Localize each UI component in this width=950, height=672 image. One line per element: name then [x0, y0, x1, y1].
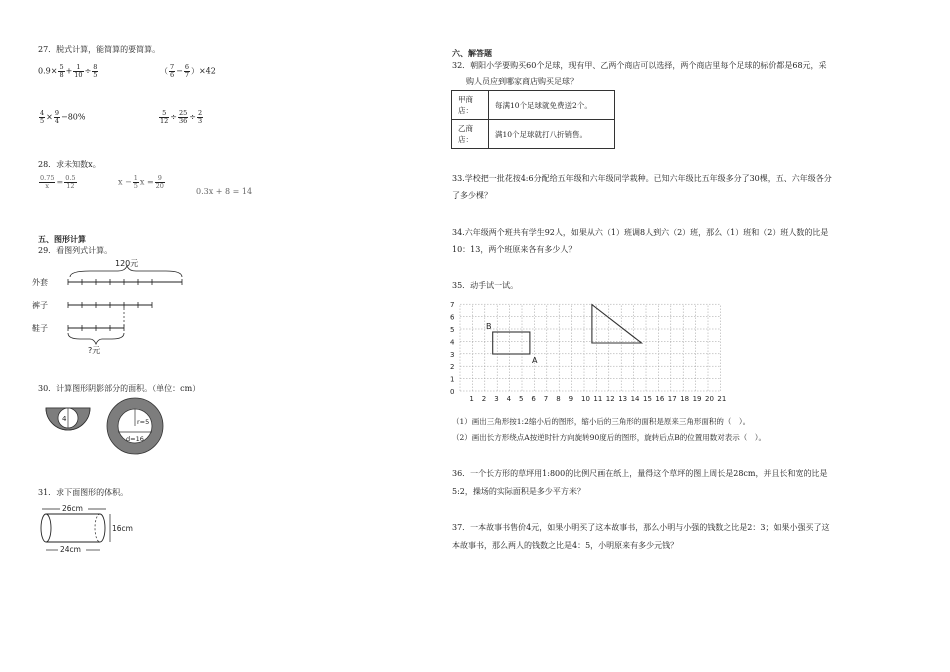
q31-side-label: 16cm [112, 524, 133, 533]
y-tick-label: 4 [450, 338, 455, 347]
x-tick-label: 20 [705, 395, 714, 403]
x-tick-label: 12 [605, 395, 615, 403]
q30-d-label: d=16 [126, 435, 144, 443]
y-tick-label: 7 [450, 301, 455, 310]
x-tick-label: 1 [469, 395, 474, 403]
q35-sub1: （1）画出三角形按1:2缩小后的图形，缩小后的三角形的面积是原来三角形面积的（ ）。 [452, 417, 751, 426]
x-tick-label: 3 [494, 395, 499, 403]
y-tick-label: 1 [450, 375, 455, 384]
q29-row3-label: 鞋子 [32, 324, 48, 333]
q29-line-diagram [30, 255, 190, 355]
q35-rectangle [493, 332, 530, 354]
q31-right-face-front [100, 514, 105, 542]
q28-expr-2: x − $\frac{1}{5}$ x = $\frac{9}{20}$ [118, 174, 164, 190]
q29-top-label: 120元 [115, 259, 139, 268]
q27-title: 27．脱式计算，能简算的要简算。 [38, 45, 161, 54]
x-tick-label: 7 [543, 395, 549, 403]
q27-expr-3: $\frac{4}{5}$ × $\frac{9}{4}$ −80% [40, 109, 86, 125]
q32-shop-a-name: 甲商店： [452, 91, 489, 120]
x-tick-label: 5 [519, 395, 524, 403]
x-tick-label: 10 [581, 395, 590, 403]
q29-top-brace [70, 266, 182, 277]
x-tick-label: 19 [692, 395, 702, 403]
q35-sub2: （2）画出长方形绕点A按逆时针方向旋转90度后的图形，旋转后点B的位置用数对表示（ ）。 [452, 433, 766, 442]
x-tick-label: 13 [618, 395, 628, 403]
y-tick-label: 5 [450, 326, 455, 334]
q31-right-face-back [95, 514, 100, 542]
q28-title: 28．求未知数x。 [38, 160, 101, 169]
x-tick-label: 2 [481, 395, 487, 403]
q29-row2-label: 裤子 [32, 301, 48, 310]
q32-shop-table [451, 90, 615, 149]
q32-line1: 32．朝阳小学要购买60个足球，现有甲、乙两个商店可以选择，两个商店里每个足球的标价都是68元，采 [452, 61, 827, 70]
q31-cylinder [36, 500, 156, 556]
q27-expr-2: （ $\frac{7}{6}$ − $\frac{6}{7}$ ）×42 [160, 63, 216, 79]
q29-row1-label: 外套 [32, 278, 48, 287]
q37-line1: 37．一本故事书售价4元，如果小明买了这本故事书，那么小明与小强的钱数之比是2：3；如果小强买了这 [452, 523, 830, 532]
y-tick-label: 2 [450, 363, 455, 372]
x-tick-label: 6 [531, 395, 536, 403]
q31-top-label: 26cm [62, 504, 83, 513]
section-6-heading: 六、解答题 [452, 48, 492, 58]
q32-shop-b-name: 乙商店： [452, 120, 489, 149]
q33-line1: 33.学校把一批花按4:6分配给五年级和六年级同学栽种。已知六年级比五年级多分了30棵，五、六年级各分 [452, 174, 832, 183]
x-tick-label: 15 [643, 395, 652, 403]
q28-expr-3: 0.3x + 8 = 14 [196, 187, 253, 196]
table-row [452, 120, 615, 149]
q35-label-b: B [486, 322, 492, 331]
x-tick-label: 11 [593, 395, 603, 403]
x-tick-label: 16 [655, 395, 665, 403]
q35-label-a: A [532, 356, 538, 365]
q35-y-ticks [450, 301, 455, 396]
x-tick-label: 4 [506, 395, 512, 403]
q36-line1: 36．一个长方形的草坪用1:800的比例尺画在纸上，量得这个草坪的图上周长是28cm，并且长和宽的比是 [452, 469, 828, 478]
q29-bottom-label: ?元 [88, 346, 101, 355]
x-tick-label: 14 [630, 395, 640, 403]
q30-r-label: r=5 [137, 418, 150, 426]
q30-figures [40, 396, 190, 456]
x-tick-label: 18 [680, 395, 690, 403]
q32-shop-a-offer: 每满10个足球就免费送2个。 [489, 91, 615, 120]
q34-line2: 10：13，两个班原来各有多少人？ [452, 245, 577, 254]
q30-title: 30．计算图形阴影部分的面积。（单位：cm） [38, 384, 201, 393]
q36-line2: 5:2，操场的实际面积是多少平方米？ [452, 487, 585, 496]
q34-line1: 34.六年级两个班共有学生92人，如果从六（1）班调8人到六（2）班，那么（1）班和（2）班人数的比是 [452, 228, 829, 237]
q28-expr-1: $\frac{0.75}{x}$ = $\frac{0.5}{12}$ [40, 174, 76, 190]
x-tick-label: 9 [568, 395, 574, 403]
x-tick-label: 21 [717, 395, 727, 403]
q37-line2: 本故事书，那么两人的钱数之比是4：5，小明原来有多少元钱？ [452, 541, 679, 550]
q35-title: 35．动手试一试。 [452, 281, 519, 290]
q27-expr-4: $\frac{5}{12}$ ÷ $\frac{25}{36}$ ÷ $\frac{2}{3}$ [160, 109, 203, 125]
q31-left-face [41, 514, 51, 542]
table-row [452, 91, 615, 120]
section-5-heading: 五、图形计算 [38, 234, 86, 244]
q30-small-label: 4 [62, 415, 67, 423]
x-tick-label: 8 [556, 395, 561, 403]
y-tick-label: 3 [450, 350, 455, 359]
q32-line2: 购人员应到哪家商店购买足球？ [466, 77, 578, 86]
y-tick-label: 0 [450, 388, 455, 396]
q35-x-ticks [469, 395, 726, 403]
q33-line2: 了多少棵？ [452, 191, 492, 200]
q35-gridlines [460, 304, 720, 391]
x-tick-label: 17 [667, 395, 677, 403]
q35-triangle [592, 305, 642, 343]
q31-bottom-label: 24cm [60, 545, 81, 554]
q27-expr-1: 0.9× $\frac{5}{8}$ + $\frac{1}{10}$ ÷ $\frac{8}{5}$ [38, 63, 98, 79]
q32-shop-b-offer: 满10个足球就打八折销售。 [489, 120, 615, 149]
q31-cylinder-body [46, 514, 100, 542]
q29-title: 29．看图列式计算。 [38, 246, 113, 255]
q29-bottom-brace [68, 333, 124, 344]
q31-title: 31．求下面图形的体积。 [38, 488, 129, 497]
q35-grid [448, 297, 738, 407]
y-tick-label: 6 [450, 313, 455, 322]
